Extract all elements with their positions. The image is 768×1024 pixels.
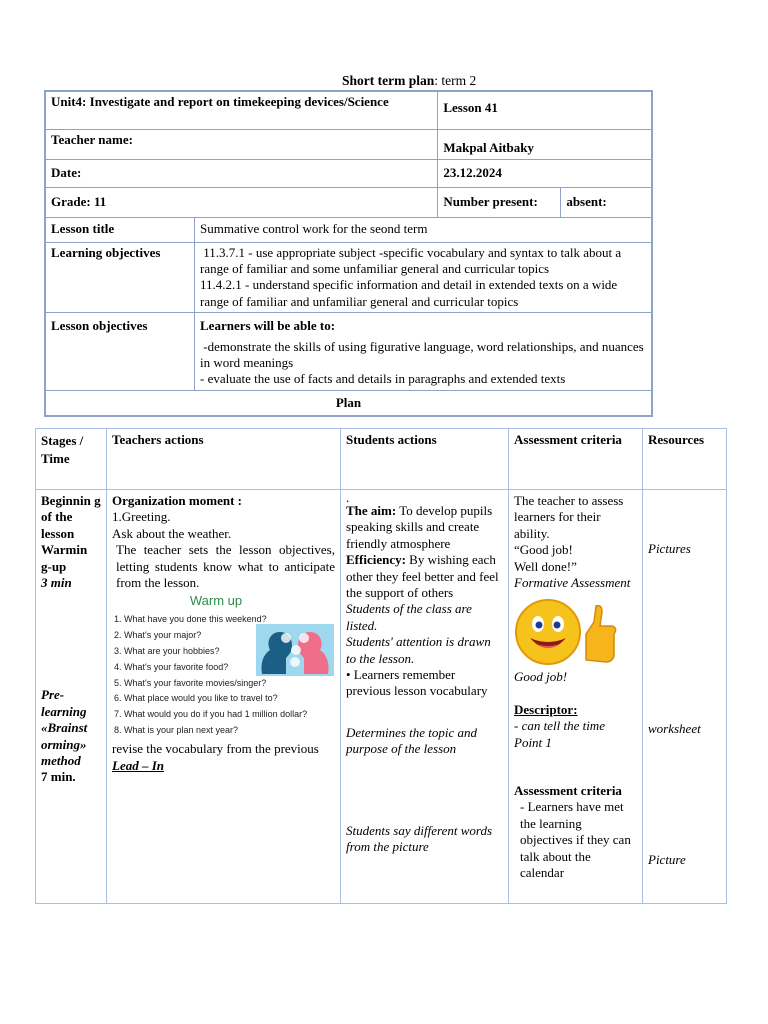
learning-objectives-label: Learning objectives	[45, 242, 195, 313]
header-stages: Stages / Time	[36, 429, 107, 490]
learning-objectives: 11.3.7.1 - use appropriate subject -specific vocabulary and syntax to talk about a range of familiar and some unfamiliar general and curricular topics 11.4.2.1 - understand specific information and detail in extended texts on a wide range of familiar and unfamiliar general and curricular topics	[195, 242, 653, 313]
warm-up-image: Warm up 1. What have you done this weekend? 2. What's your major? 3. What are your hobbies? 4. What's your favorite food? 5. What's your favorite movies/singer? 6. What place would you like to travel to? 7. What would you do if you had 1 million dollar? 8. What is your plan next year?	[114, 593, 332, 739]
plan-table	[35, 428, 727, 904]
lesson-title-label: Lesson title	[45, 217, 195, 242]
unit-cell: Unit4: Investigate and report on timekeeping devices/Science	[45, 91, 438, 129]
thinking-heads-icon	[256, 624, 334, 676]
header-table	[44, 90, 653, 417]
lesson-objectives: Learners will be able to: -demonstrate the skills of using figurative language, word relationships, and nuances in word meanings - evaluate the use of facts and details in paragraphs and extended texts	[195, 313, 653, 391]
lesson-objectives-label: Lesson objectives	[45, 313, 195, 391]
date-value: 23.12.2024	[438, 159, 652, 187]
number-present: Number present:	[438, 187, 561, 217]
grade: Grade: 11	[45, 187, 438, 217]
teacher-label: Teacher name:	[45, 129, 438, 159]
teacher-name: Makpal Aitbaky	[438, 129, 652, 159]
smiley-thumbs-up-icon	[514, 594, 618, 666]
header-resources: Resources	[643, 429, 727, 490]
date-label: Date:	[45, 159, 438, 187]
students-actions-cell: . The aim: To develop pupils speaking skills and create friendly atmosphere Efficiency: By wishing each other they feel better and feel the support of others Students of the class are listed. Students' attention is drawn to the lesson. • Learners remember previous lesson vocabulary Determines the topic and purpose of the lesson Students say different words from the picture	[341, 490, 509, 904]
absent: absent:	[561, 187, 652, 217]
document-title: Short term plan: term 2	[342, 73, 477, 88]
header-assessment: Assessment criteria	[509, 429, 643, 490]
header-teachers-actions: Teachers actions	[107, 429, 341, 490]
plan-heading: Plan	[45, 390, 652, 416]
lesson-number: Lesson 41	[438, 91, 652, 129]
header-students-actions: Students actions	[341, 429, 509, 490]
stage-cell: Beginnin g of the lesson Warmin g-up 3 min Pre-learning «Brainst orming» method 7 min.	[36, 490, 107, 904]
resources-cell: Pictures worksheet Picture	[643, 490, 727, 904]
lesson-title-value: Summative control work for the seond term	[195, 217, 653, 242]
assessment-cell: The teacher to assess learners for their ability. “Good job! Well done!” Formative Assessment Good job! Descriptor: - can tell the time Point 1 Assessment criteria - Learners have met the learning objectives if they can talk about the calendar	[509, 490, 643, 904]
teachers-actions-cell: Organization moment : 1.Greeting. Ask about the weather. The teacher sets the lesson objectives, letting students know what to anticipate from the lesson. Warm up 1. What have you done this weekend? 2. What's your major? 3. What are your hobbies? 4. What's your favorite food? 5. What's your favorite movies/singer? 6. What place would you like to travel to? 7. What would you do if you had 1 million dollar? 8. What is your plan next year? revise the vocabulary from the previous Lead – In	[107, 490, 341, 904]
